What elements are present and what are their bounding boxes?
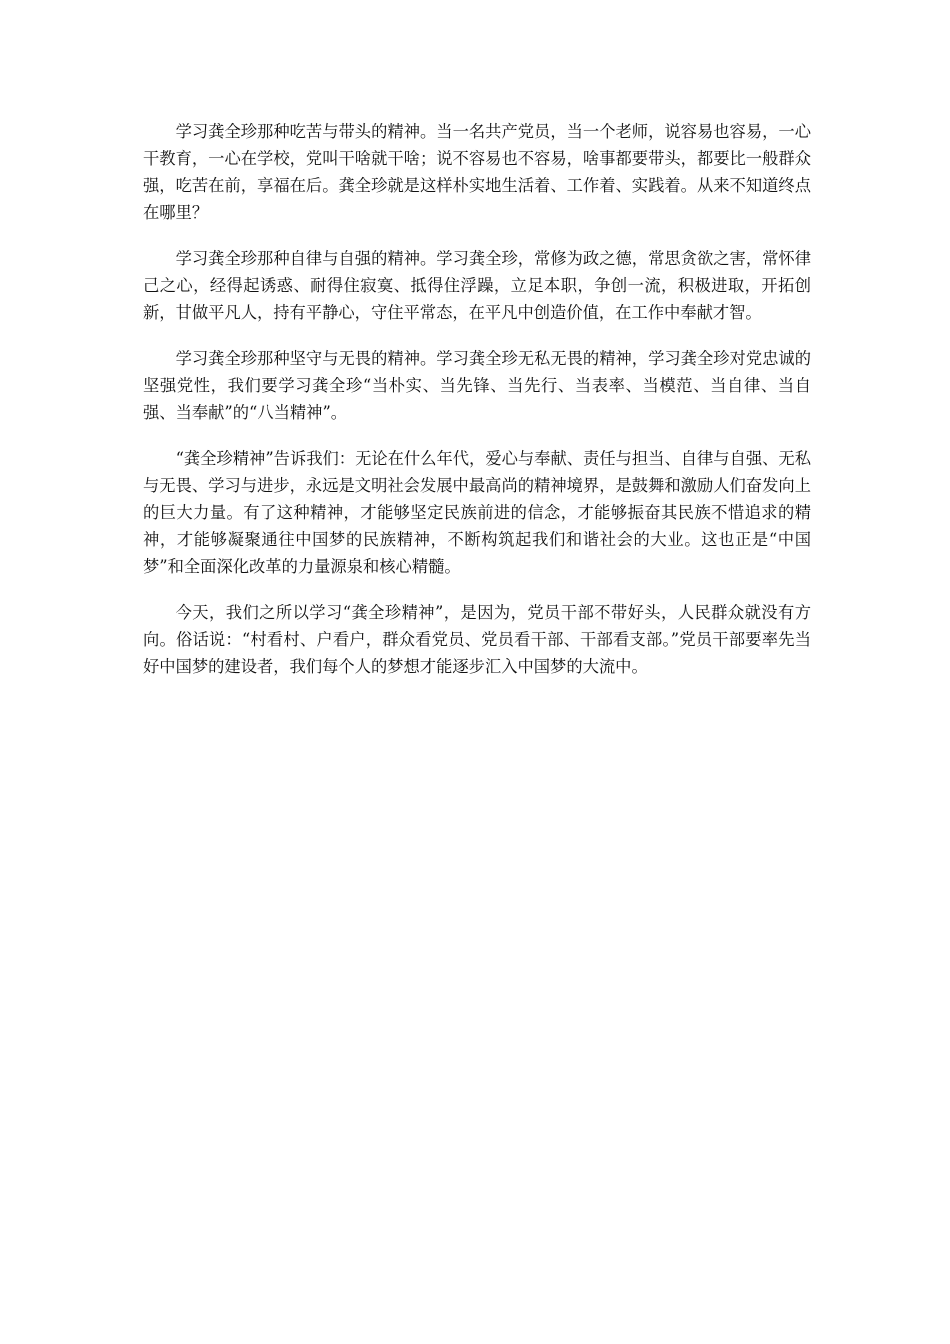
paragraph-3: 学习龚全珍那种坚守与无畏的精神。学习龚全珍无私无畏的精神，学习龚全珍对党忠诚的坚强党性，我们要学习龚全珍“当朴实、当先锋、当先行、当表率、当模范、当自律、当自强、当奉献”的“八当精神”。 <box>143 349 811 422</box>
document-body <box>143 118 811 699</box>
paragraph-2: 学习龚全珍那种自律与自强的精神。学习龚全珍，常修为政之德，常思贪欲之害，常怀律己之心，经得起诱惑、耐得住寂寞、抵得住浮躁，立足本职，争创一流，积极进取，开拓创新，甘做平凡人，持有平静心，守住平常态，在平凡中创造价值，在工作中奉献才智。 <box>143 249 811 322</box>
paragraph-1: 学习龚全珍那种吃苦与带头的精神。当一名共产党员，当一个老师，说容易也容易，一心干教育，一心在学校，党叫干啥就干啥；说不容易也不容易，啥事都要带头，都要比一般群众强，吃苦在前，享福在后。龚全珍就是这样朴实地生活着、工作着、实践着。从来不知道终点在哪里？ <box>143 122 811 222</box>
paragraph-5: 今天，我们之所以学习“龚全珍精神”，是因为，党员干部不带好头，人民群众就没有方向。俗话说：“村看村、户看户，群众看党员、党员看干部、干部看支部。”党员干部要率先当好中国梦的建设者，我们每个人的梦想才能逐步汇入中国梦的大流中。 <box>143 603 811 676</box>
paragraph-4: “龚全珍精神”告诉我们：无论在什么年代，爱心与奉献、责任与担当、自律与自强、无私与无畏、学习与进步，永远是文明社会发展中最高尚的精神境界，是鼓舞和激励人们奋发向上的巨大力量。有了这种精神，才能够坚定民族前进的信念，才能够振奋其民族不惜追求的精神，才能够凝聚通往中国梦的民族精神，不断构筑起我们和谐社会的大业。这也正是“中国梦”和全面深化改革的力量源泉和核心精髓。 <box>143 449 811 576</box>
